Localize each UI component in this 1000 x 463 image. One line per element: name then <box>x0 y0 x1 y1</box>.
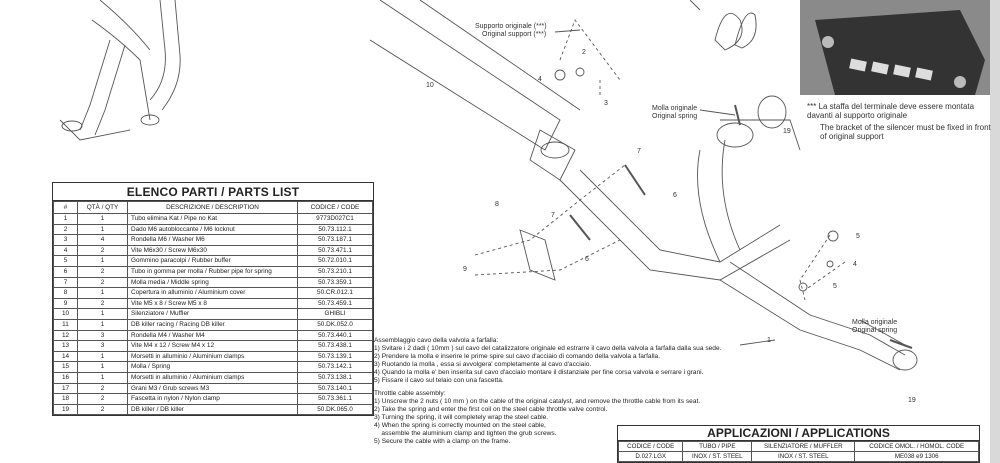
part-qty: 3 <box>78 330 128 341</box>
header-description: DESCRIZIONE / DESCRIPTION <box>128 202 298 214</box>
table-row <box>54 288 373 299</box>
bracket-note-italian: *** La staffa del terminale deve essere montata davanti al supporto originale <box>807 102 975 120</box>
table-row <box>54 256 373 267</box>
table-row <box>54 214 373 225</box>
instructions-title-it: Assemblaggio cavo della valvola a farfalla: <box>374 337 499 344</box>
instruction-step: 4) Quando la molla e' ben inserita sul cavo d'acciaio montare il distanziale per fine corsa valvola e serrare i grani. <box>374 368 704 376</box>
part-description: Rondella M4 / Washer M4 <box>128 330 298 341</box>
parts-list-header-row <box>54 202 373 214</box>
part-index: 7 <box>54 277 78 288</box>
table-row <box>54 341 373 352</box>
original-spring-label-en: Original spring <box>652 113 698 120</box>
part-index: 15 <box>54 362 78 373</box>
part-description: DB killer racing / Racing DB killer <box>128 319 298 330</box>
part-description: Copertura in alluminio / Aluminium cover <box>128 288 298 299</box>
callout-4-right: 4 <box>853 261 857 268</box>
part-code: 50.DK.065.0 <box>298 404 373 415</box>
part-code: 50.73.142.1 <box>298 362 373 373</box>
part-index: 19 <box>54 404 78 415</box>
part-qty: 2 <box>78 245 128 256</box>
part-index: 9 <box>54 298 78 309</box>
part-index: 12 <box>54 330 78 341</box>
part-index: 4 <box>54 245 78 256</box>
spring-7 <box>625 165 645 195</box>
part-index: 6 <box>54 266 78 277</box>
header-code: CODICE / CODE <box>298 202 373 214</box>
app-header-homol: CODICE OMOL. / HOMOL. CODE <box>855 442 979 452</box>
part-description: Gommino paracolpi / Rubber buffer <box>128 256 298 267</box>
table-row <box>54 235 373 246</box>
part-qty: 1 <box>78 214 128 225</box>
callout-19-bottom: 19 <box>908 397 916 404</box>
part-index: 13 <box>54 341 78 352</box>
app-code: D.027.LGX <box>619 452 683 462</box>
part-code: 9773D027C1 <box>298 214 373 225</box>
callout-5-right: 5 <box>856 233 860 240</box>
part-description: Rondella M6 / Washer M6 <box>128 235 298 246</box>
part-qty: 2 <box>78 404 128 415</box>
part-code: 50.73.359.1 <box>298 277 373 288</box>
part-index: 16 <box>54 372 78 383</box>
part-code: 50.73.459.1 <box>298 298 373 309</box>
header-index: # <box>54 202 78 214</box>
part-qty: 2 <box>78 266 128 277</box>
part-index: 11 <box>54 319 78 330</box>
app-header-pipe: TUBO / PIPE <box>683 442 752 452</box>
part-description: Fascetta in nylon / Nylon clamp <box>128 394 298 405</box>
part-code: 50.73.112.1 <box>298 224 373 235</box>
table-row <box>54 394 373 405</box>
part-qty: 1 <box>78 309 128 320</box>
part-qty: 3 <box>78 341 128 352</box>
part-index: 14 <box>54 351 78 362</box>
part-description: Morsetti in alluminio / Aluminium clamps <box>128 351 298 362</box>
instruction-step: 5) Fissare il cavo sul telaio con una fascetta. <box>374 376 504 384</box>
part-code: 50.73.138.1 <box>298 372 373 383</box>
part-qty: 1 <box>78 351 128 362</box>
part-code: 50.72.010.1 <box>298 256 373 267</box>
callout-3: 3 <box>604 100 608 107</box>
part-description: Tubo elimina Kat / Pipe no Kat <box>128 214 298 225</box>
original-spring-label-it: Molla originale <box>652 105 698 112</box>
part-description: Morsetti in alluminio / Aluminium clamps <box>128 372 298 383</box>
part-description: Molla media / Middle spring <box>128 277 298 288</box>
app-header-code: CODICE / CODE <box>619 442 683 452</box>
part-code: 50.73.187.1 <box>298 235 373 246</box>
part-index: 1 <box>54 214 78 225</box>
table-row <box>54 266 373 277</box>
part-index: 5 <box>54 256 78 267</box>
original-spring-label-en-2: Original spring <box>852 327 898 334</box>
applications-title: APPLICAZIONI / APPLICATIONS <box>618 426 979 441</box>
instruction-step: assemble the aluminium clamp and tighten the grub screws. <box>374 429 557 437</box>
part-description: DB killer / DB killer <box>128 404 298 415</box>
part-code: 50.CR.012.1 <box>298 288 373 299</box>
table-row <box>54 298 373 309</box>
callout-2: 2 <box>582 49 586 56</box>
table-row <box>54 309 373 320</box>
callout-6-top: 6 <box>673 192 677 199</box>
part-description: Vite M6x30 / Screw M6x30 <box>128 245 298 256</box>
callout-5-lower: 5 <box>833 283 837 290</box>
table-row <box>54 330 373 341</box>
instruction-step: 3) Turning the spring, it will completely wrap the steel cable. <box>374 414 549 422</box>
instruction-step: 2) Take the spring and enter the first coil on the steel cable throttle valve control. <box>374 406 608 414</box>
table-row <box>54 224 373 235</box>
part-code: 50.73.210.1 <box>298 266 373 277</box>
original-spring-label-it-2: Molla originale <box>852 319 898 326</box>
part-code: 50.73.140.1 <box>298 383 373 394</box>
part-code: 50.73.361.1 <box>298 394 373 405</box>
table-row <box>54 383 373 394</box>
table-row <box>54 277 373 288</box>
callout-7-left: 7 <box>551 212 555 219</box>
applications-table <box>617 425 980 463</box>
parts-list-title: ELENCO PARTI / PARTS LIST <box>53 183 373 201</box>
table-row <box>54 372 373 383</box>
header-qty: QTÀ / QTY <box>78 202 128 214</box>
part-index: 10 <box>54 309 78 320</box>
part-qty: 4 <box>78 235 128 246</box>
original-support-label-en: Original support (***) <box>482 31 547 38</box>
part-index: 17 <box>54 383 78 394</box>
part-description: Dado M6 autobloccante / M6 locknut <box>128 224 298 235</box>
part-code: 50.DK.052.0 <box>298 319 373 330</box>
part-code: 50.73.440.1 <box>298 330 373 341</box>
part-code: GHIBLI <box>298 309 373 320</box>
parts-list-table <box>52 182 374 416</box>
callout-4: 4 <box>538 76 542 83</box>
part-code: 50.73.139.1 <box>298 351 373 362</box>
part-qty: 1 <box>78 319 128 330</box>
part-qty: 1 <box>78 372 128 383</box>
part-description: Tubo in gomma per molla / Rubber pipe for spring <box>128 266 298 277</box>
callout-7-right: 7 <box>637 148 641 155</box>
part-qty: 2 <box>78 298 128 309</box>
part-qty: 1 <box>78 288 128 299</box>
app-pipe: INOX / ST. STEEL <box>683 452 752 462</box>
part-qty: 2 <box>78 277 128 288</box>
app-header-muffler: SILENZIATORE / MUFFLER <box>752 442 855 452</box>
part-description: Molla / Spring <box>128 362 298 373</box>
table-row <box>54 404 373 415</box>
part-qty: 1 <box>78 224 128 235</box>
part-code: 50.73.471.1 <box>298 245 373 256</box>
callout-9: 9 <box>463 266 467 273</box>
instruction-step: 3) Ruotando la molla , essa si avvolgera' completamente al cavo d'acciaio. <box>374 360 592 368</box>
instruction-step: 2) Prendere la molla e inserire le prime spire sul cavo d'acciaio di comando della valvola a farfalla. <box>374 352 661 360</box>
original-support-label-it: Supporto originale (***) <box>475 23 547 30</box>
instruction-step: 1) Svitare i 2 dadi ( 10mm ) sul cavo del catalizzatore originale ed estrarre il cavo della valvola a farfalla dalla sua sede. <box>374 344 722 352</box>
part-description: Silenziatore / Muffler <box>128 309 298 320</box>
bracket-note-english: The bracket of the silencer must be fixed in front of original support <box>820 123 991 141</box>
instruction-step: 4) When the spring is correctly mounted on the steel cable, <box>374 422 546 430</box>
part-description: Vite M4 x 12 / Screw M4 x 12 <box>128 341 298 352</box>
callout-8: 8 <box>495 201 499 208</box>
table-row <box>54 351 373 362</box>
table-row <box>54 245 373 256</box>
part-index: 8 <box>54 288 78 299</box>
part-description: Grani M3 / Grub screws M3 <box>128 383 298 394</box>
table-row <box>54 319 373 330</box>
applications-row <box>619 452 979 462</box>
instruction-step: 1) Unscrew the 2 nuts ( 10 mm ) on the cable of the original catalyst, and remove the throttle cable from its seat. <box>374 398 701 406</box>
callout-19-top: 19 <box>783 128 791 135</box>
part-qty: 2 <box>78 394 128 405</box>
part-qty: 1 <box>78 256 128 267</box>
applications-header-row <box>619 442 979 452</box>
part-description: Vite M5 x 8 / Screw M5 x 8 <box>128 298 298 309</box>
part-code: 50.73.438.1 <box>298 341 373 352</box>
part-index: 3 <box>54 235 78 246</box>
instruction-step: 5) Secure the cable with a clamp on the frame. <box>374 437 511 445</box>
callout-6-left: 6 <box>585 256 589 263</box>
callout-1: 1 <box>767 337 771 344</box>
photo-inset <box>800 0 990 95</box>
table-row <box>54 362 373 373</box>
part-qty: 1 <box>78 362 128 373</box>
callout-10: 10 <box>426 82 434 89</box>
instructions-title-en: Throttle cable assembly: <box>374 390 446 398</box>
part-index: 18 <box>54 394 78 405</box>
app-homol: ME038 e9 1306 <box>855 452 979 462</box>
part-index: 2 <box>54 224 78 235</box>
app-muffler: INOX / ST. STEEL <box>752 452 855 462</box>
part-qty: 2 <box>78 383 128 394</box>
